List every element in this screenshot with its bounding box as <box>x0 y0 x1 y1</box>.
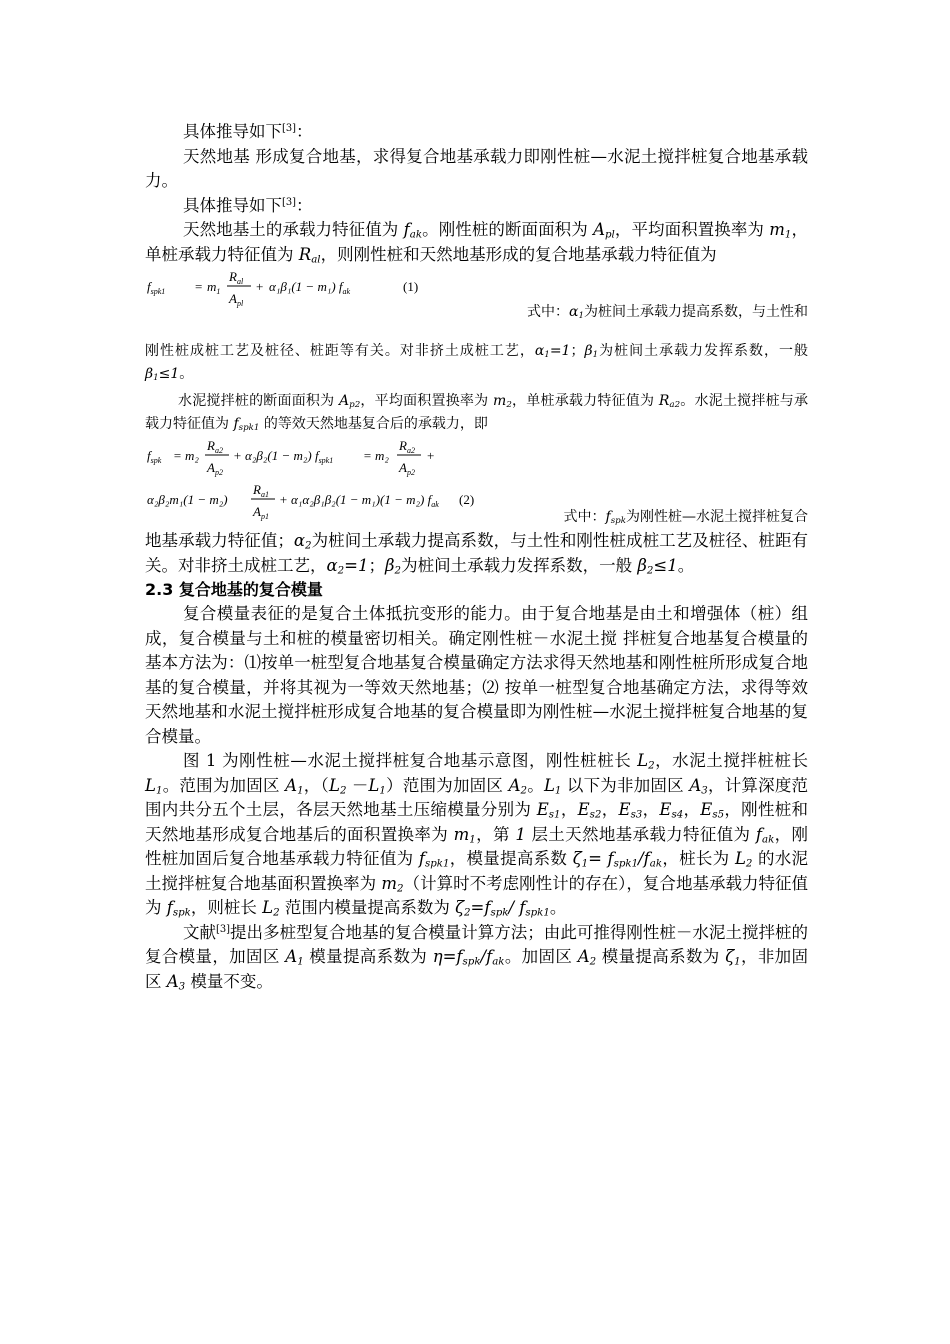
eq2-middle-term: + α₂β₂(1 − m₂) $f_{spk1}$ <box>233 448 334 465</box>
figure-description-paragraph: 图 1 为刚性桩—水泥土搅拌桩复合地基示意图，刚性桩桩长 $L_2$，水泥土搅拌桩桩长 $L_1$。范围为加固区 $A_1$，$(L_2 -L_1)$范围为加固区 $A_2$。$L_1$ 以下为非加固区 $A_3$，计算深度范围内共分五个土层，各层天然地基土压缩模量分别为 $E_{s1}$，$E_{s2}$，$E_{s3}$，$E_{s4}$，$E_{s5}$，刚性桩和天然地基形成复合地基后的面积置换率为 $m_1$，第 1 层土天然地基承载力特征值为 $f_{ak}$，刚性桩加固后复合地基承载力特征值为 $f_{spk1}$，模量提高系数 $\zeta_1= f_{spk1}/f_{ak}$，桩长为 $L_2$ 的水泥土搅拌桩复合地基面积置换率为 $m_2$（计算时不考虑刚性计的存在），复合地基承载力特征值为 $f_{spk}$，则桩长 $L_2$ 范围内模量提高系数为 $\zeta_2=f_{spk}/$ $f_{spk1}$。 <box>145 751 809 919</box>
eq2-ap2-bottom: $A_{p2}$ <box>207 460 223 477</box>
eq2-ra1-top: $R_{a1}$ <box>253 482 269 499</box>
eq2-line2-start: α₂β₂m₁(1 − m₂) <box>147 492 228 507</box>
eq1-tail: α₁β₁(1 − m₁) $f_{ak}$ <box>269 279 351 296</box>
document-body <box>145 120 808 994</box>
eq2-lhs: $f_{spk}$ <box>147 448 162 465</box>
cement-pile-paragraph: 水泥搅拌桩的断面面积为 $A_{p2}$，平均面积置换率为 $m_2$，单桩承载力特征值为 $R_{a2}$。水泥土搅拌桩与承载力特征值为 $f_{spk1}$ 的等效天然地基复合后的承载力，即 <box>145 393 809 434</box>
intro-paragraph: 天然地基 形成复合地基，求得复合地基承载力即刚性桩—水泥土搅拌桩复合地基承载力。 <box>145 146 808 190</box>
note-2-line-1: 式中：$f_{spk}$为刚性桩—水泥土搅拌桩复合 <box>563 509 808 527</box>
eq1-m1: $m_1$ <box>207 279 221 296</box>
note-1-line-2: 刚性桩成桩工艺及桩径、桩距等有关。对非挤土成桩工艺，$\alpha_1=1$；$\beta_1$为桩间土承载力发挥系数，一般 $\beta_1\le 1$。 <box>145 343 809 384</box>
eq2-ra2-top-2: $R_{a2}$ <box>399 438 415 455</box>
eq1-number: (1) <box>403 279 419 294</box>
eq2-ap2-bottom-2: $A_{p2}$ <box>399 460 415 477</box>
derive-line-2: 具体推导如下[3]： <box>183 195 313 215</box>
eq2-m2-a: = m₂ <box>173 448 199 463</box>
eq2-ap1-bottom: $A_{p1}$ <box>253 504 269 521</box>
composite-modulus-paragraph: 复合模量表征的是复合土体抵抗变形的能力。由于复合地基是由土和增强体（桩）组成，复合模量与土和桩的模量密切相关。确定刚性桩－水泥土搅 拌桩复合地基复合模量的基本方法为：⑴按单一桩型复合地基复合模量确定方法求得天然地基和刚性桩所形成复合地基的复合模量，并将其视为一等效天然地基；⑵ 按单一桩型复合地基确定方法，求得等效天然地基和水泥土搅拌桩形成复合地基的复合模量即为刚性桩—水泥土搅拌桩复合地基的复合模量。 <box>145 604 808 746</box>
literature-paragraph: 文献[3]提出多桩型复合地基的复合模量计算方法；由此可推得刚性桩－水泥土搅拌桩的复合模量，加固区 $A_1$ 模量提高系数为 $\eta=f_{spk}/f_{ak}$。加固区 $A_2$ 模量提高系数为 $\zeta_1$，非加固区 $A_3$ 模量不变。 <box>145 922 809 993</box>
equation-2 <box>145 436 808 520</box>
eq1-plus: + <box>256 279 264 294</box>
eq1-denominator: $A_{pl}$ <box>229 291 244 308</box>
eq2-plus: + <box>427 448 435 463</box>
eq1-numerator: $R_{al}$ <box>229 269 244 286</box>
note-1-line-1: 式中：$\alpha_1$为桩间土承载力提高系数，与土性和 <box>527 304 808 322</box>
eq1-equals: = <box>195 279 203 294</box>
section-heading: 2.3 复合地基的复合模量 <box>145 580 323 599</box>
eq2-m2-b: = m₂ <box>363 448 389 463</box>
eq2-ra2-top: $R_{a2}$ <box>207 438 223 455</box>
eq1-lhs: $f_{spk1}$ <box>147 279 166 296</box>
note-2-paragraph: 地基承载力特征值；$\alpha_2$为桩间土承载力提高系数，与土性和刚性桩成桩工艺及桩径、桩距有关。对非挤土成桩工艺，$\alpha_2=1$；$\beta_2$为桩间土承载力发挥系数，一般 $\beta_2\le 1$。 <box>145 531 809 577</box>
bearing-capacity-paragraph: 天然地基土的承载力特征值为 $f_{ak}$。刚性桩的断面面积为 $A_{pl}$，平均面积置换率为 $m_1$，单桩承载力特征值为 $R_{al}$，则刚性桩和天然地基形成的复合地基承载力特征值为 <box>145 220 809 266</box>
eq2-number: (2) <box>459 492 475 507</box>
derive-line-1: 具体推导如下[3]： <box>183 122 313 141</box>
equation-1 <box>145 267 808 307</box>
eq2-line2-end: + α₁α₂β₁β₂(1 − m₁)(1 − m₂) $f_{ak}$ <box>279 492 439 509</box>
